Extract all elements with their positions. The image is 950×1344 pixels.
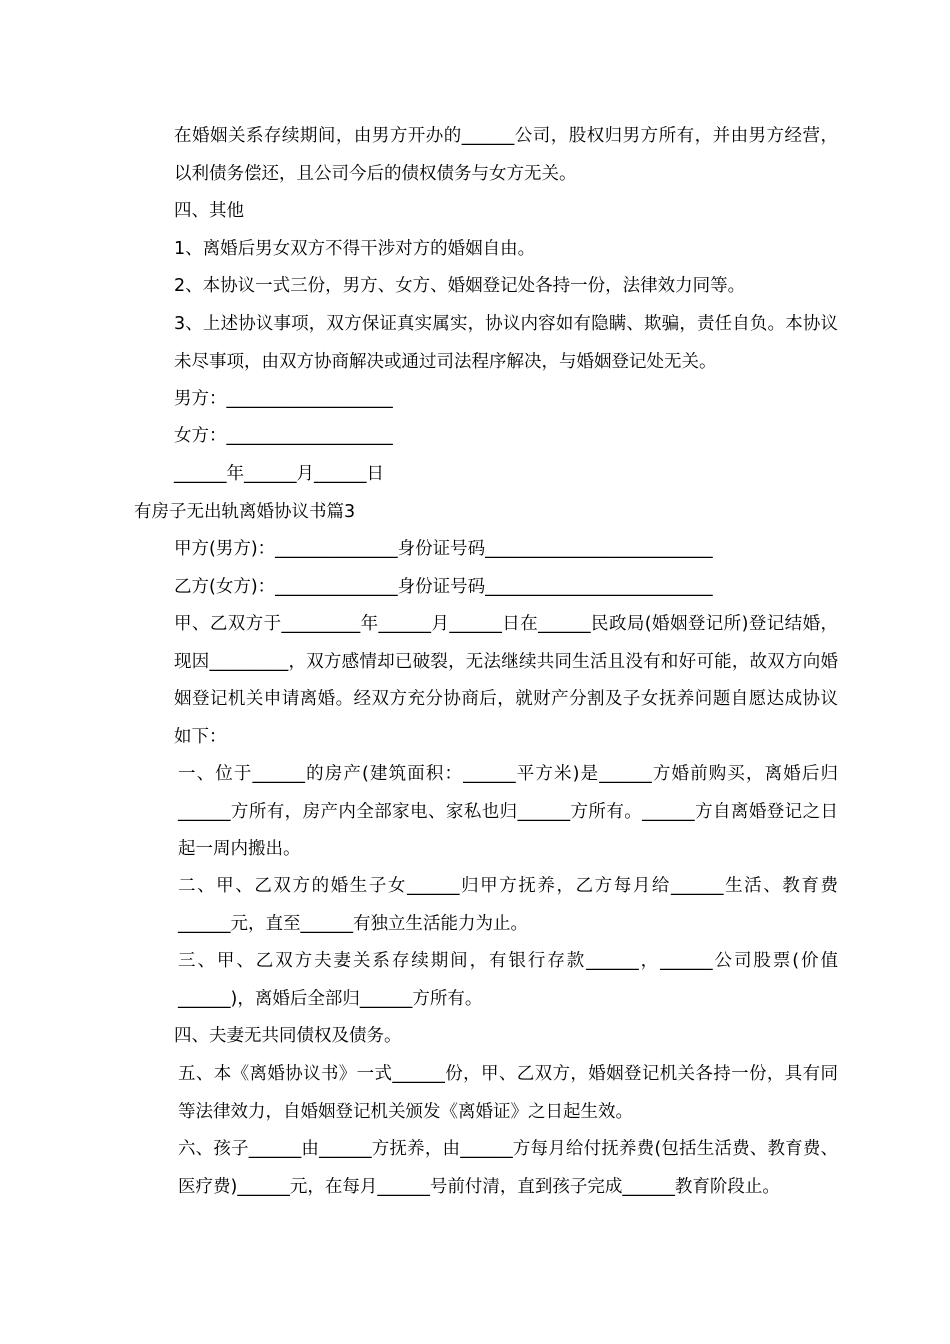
clause-savings-stock: 三、甲、乙双方夫妻关系存续期间，有银行存款______，______公司股票(价值______)，离婚后全部归______方所有。: [178, 951, 838, 1009]
signature-female: 女方：___________________: [174, 426, 393, 446]
clause-agreement-effect: 五、本《离婚协议书》一式______份，甲、乙双方，婚姻登记机关各持一份，具有同等法律效力，自婚姻登记机关颁发《离婚证》之日起生效。: [178, 1064, 838, 1122]
paragraph-company-equity: 在婚姻关系存续期间，由男方开办的______公司，股权归男方所有，并由男方经营，以利债务偿还，且公司今后的债权债务与女方无关。: [174, 126, 838, 184]
party-a-line: 甲方(男方)：______________身份证号码__________________________: [174, 539, 713, 559]
signature-date: ______年______月______日: [174, 464, 384, 484]
signature-male: 男方：___________________: [174, 389, 393, 409]
clause-child-support: 六、孩子______由______方抚养，由______方每月给付抚养费(包括生活费、教育费、医疗费)______元，在每月______号前付清，直到孩子完成______教育阶段止。: [178, 1139, 838, 1197]
paragraph-preamble: 甲、乙双方于_________年______月______日在______民政局(婚姻登记所)登记结婚，现因_________，双方感情却已破裂，无法继续共同生活且没有和好可能，故双方向婚姻登记机关申请离婚。经双方充分协商后，就财产分割及子女抚养问题自愿达成协议如下：: [174, 614, 838, 747]
clause-no-debt: 四、夫妻无共同债权及债务。: [174, 1026, 402, 1046]
party-b-line: 乙方(女方)：______________身份证号码__________________________: [174, 577, 713, 597]
clause-child-custody: 二、甲、乙双方的婚生子女______归甲方抚养，乙方每月给______生活、教育费______元，直至______有独立生活能力为止。: [178, 876, 838, 934]
clause-property: 一、位于______的房产(建筑面积：______平方米)是______方婚前购买，离婚后归______方所有，房产内全部家电、家私也归______方所有。______方自离婚登记之日起一周内搬出。: [178, 764, 838, 859]
clause-copies: 2、本协议一式三份，男方、女方、婚姻登记处各持一份，法律效力同等。: [174, 276, 746, 296]
document-title: 有房子无出轨离婚协议书篇3: [134, 502, 356, 522]
section-heading-other: 四、其他: [174, 201, 244, 221]
clause-truthfulness: 3、上述协议事项，双方保证真实属实，协议内容如有隐瞒、欺骗，责任自负。本协议未尽事项，由双方协商解决或通过司法程序解决，与婚姻登记处无关。: [174, 314, 838, 372]
clause-marriage-freedom: 1、离婚后男女双方不得干涉对方的婚姻自由。: [174, 239, 536, 259]
